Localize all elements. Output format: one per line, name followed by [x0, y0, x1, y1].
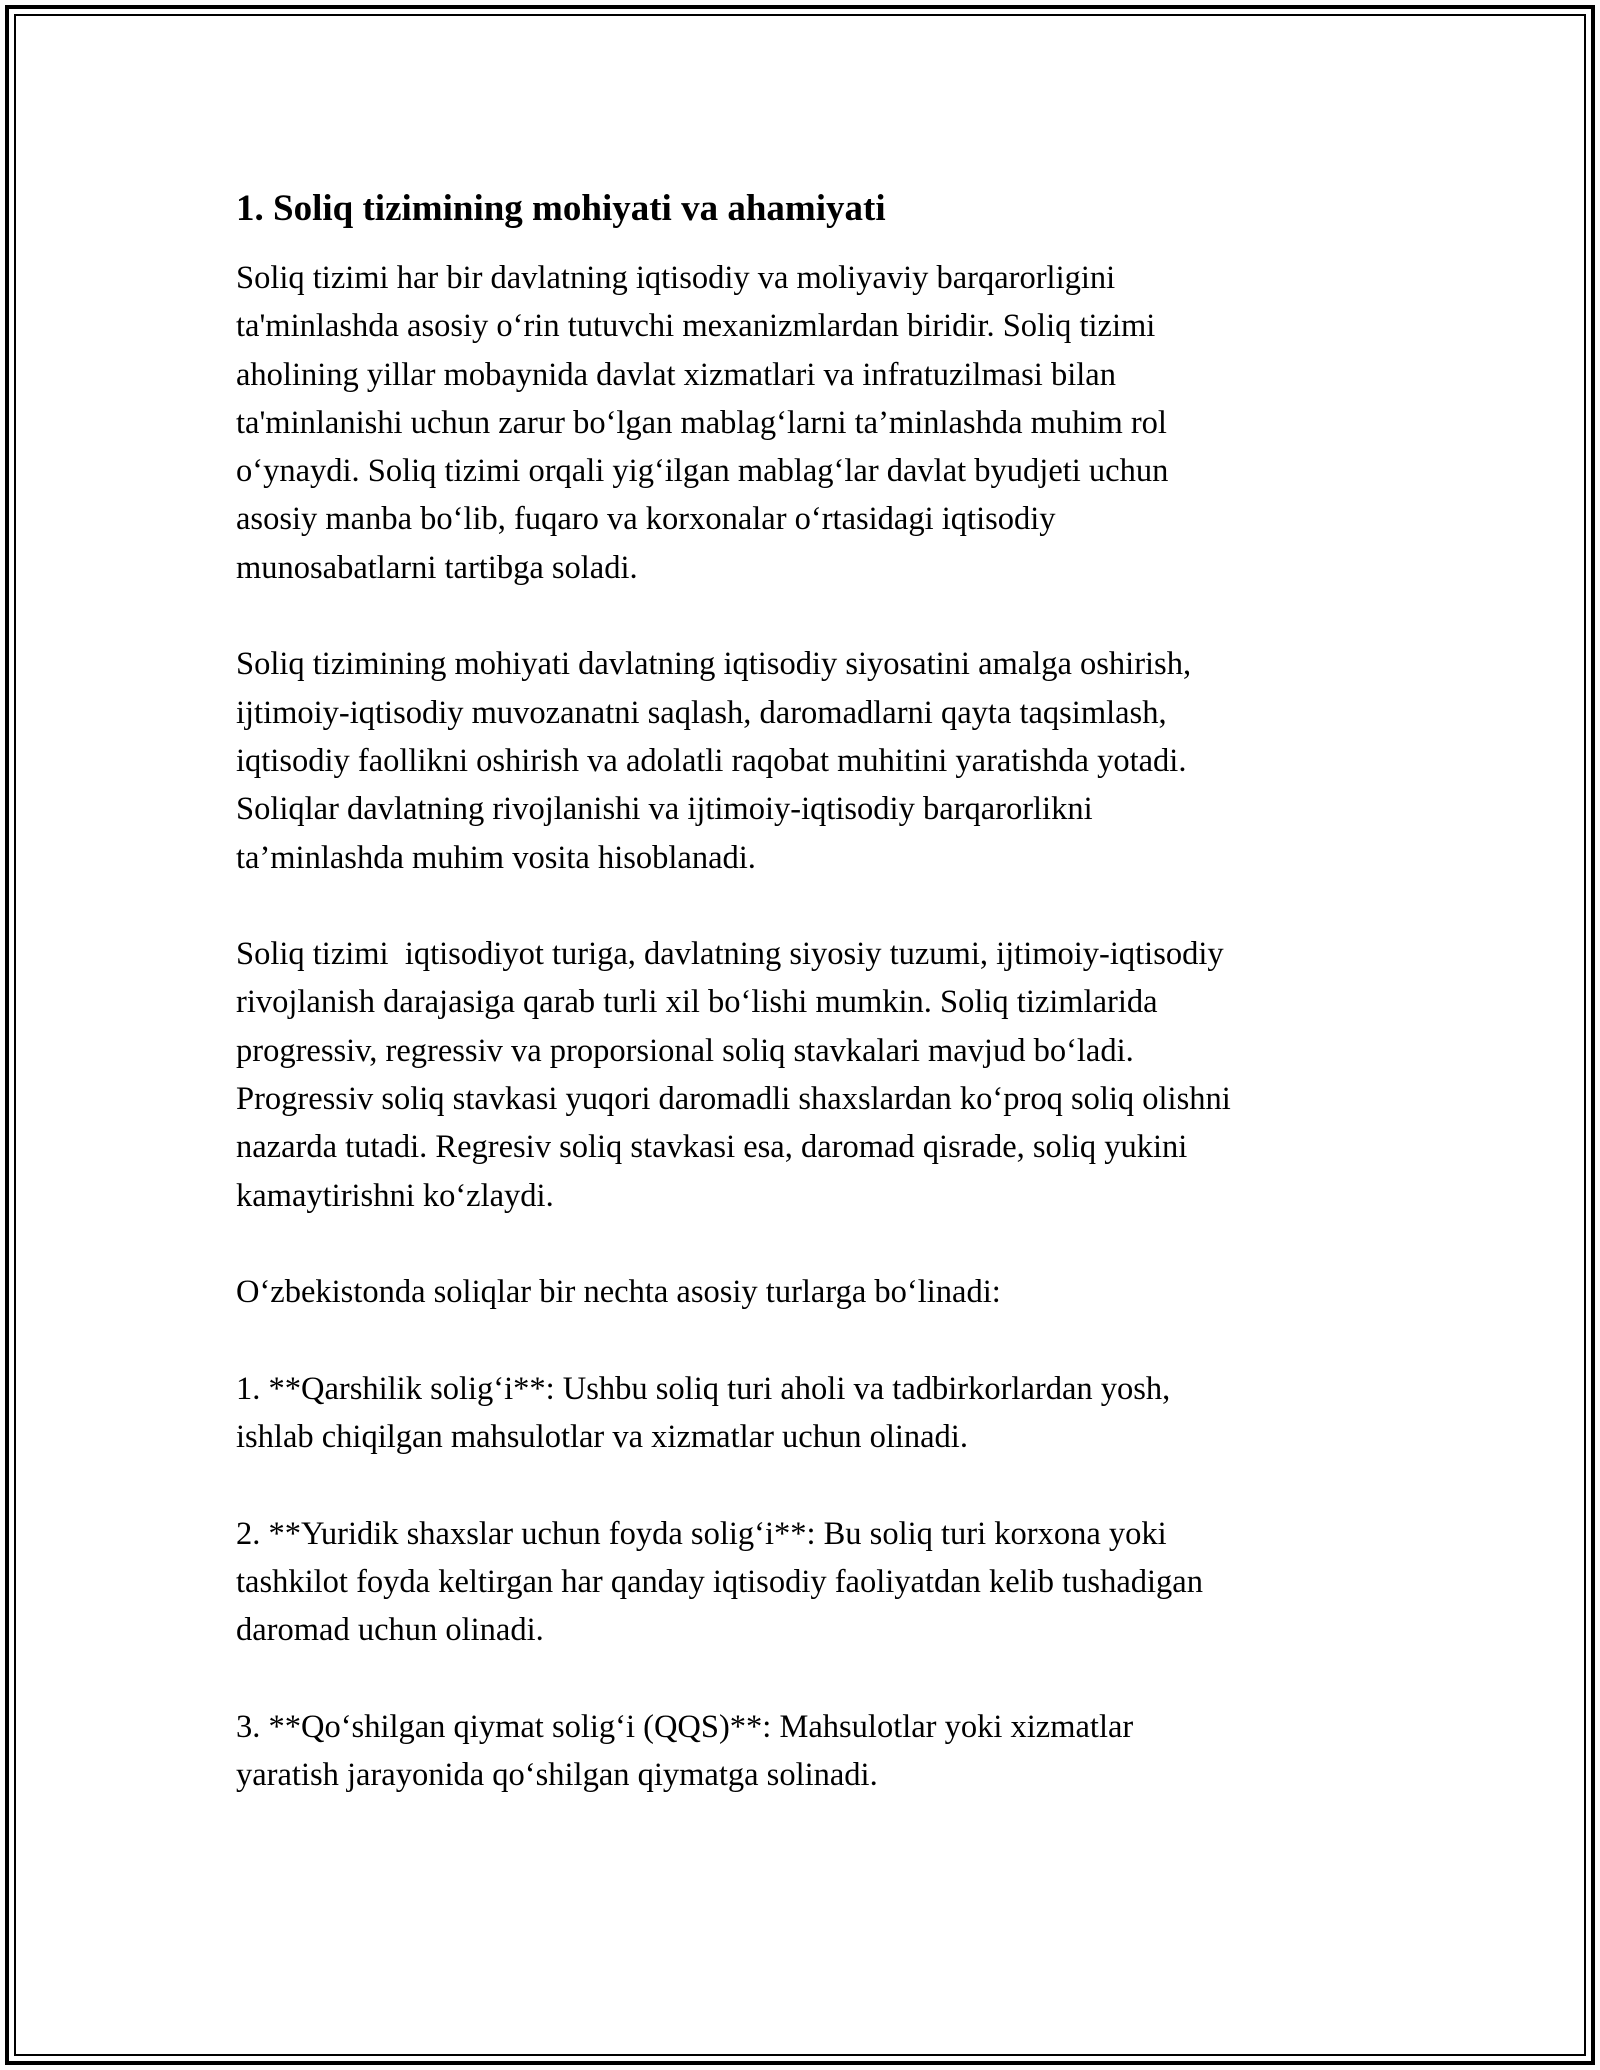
paragraph-line: munosabatlarni tartibga soladi. — [236, 549, 638, 586]
paragraph-line: iqtisodiy faollikni oshirish va adolatli raqobat muhitini yaratishda yotadi. — [236, 742, 1187, 779]
paragraph-line: o‘ynaydi. Soliq tizimi orqali yig‘ilgan mablag‘lar davlat byudjeti uchun — [236, 453, 1169, 490]
list-item-3 — [236, 1703, 1406, 1800]
paragraph-line: asosiy manba bo‘lib, fuqaro va korxonalar o‘rtasidagi iqtisodiy — [236, 501, 1056, 538]
paragraph-line: ishlab chiqilgan mahsulotlar va xizmatlar uchun olinadi. — [236, 1419, 968, 1456]
paragraph-line: O‘zbekistonda soliqlar bir nechta asosiy turlarga bo‘linadi: — [236, 1274, 1001, 1311]
paragraph-2 — [236, 640, 1406, 881]
paragraph-line: Soliq tizimi iqtisodiyot turiga, davlatning siyosiy tuzumi, ijtimoiy-iqtisodiy — [236, 936, 1224, 973]
paragraph-line: daromad uchun olinadi. — [236, 1612, 544, 1649]
paragraph-line: yaratish jarayonida qo‘shilgan qiymatga solinadi. — [236, 1757, 878, 1794]
paragraph-line: kamaytirishni ko‘zlaydi. — [236, 1177, 554, 1214]
paragraph-line: Soliq tizimi har bir davlatning iqtisodiy va moliyaviy barqarorligini — [236, 260, 1116, 296]
paragraph-line: ta’minlashda muhim vosita hisoblanadi. — [236, 839, 756, 876]
paragraph-4 — [236, 1268, 1406, 1316]
document-page — [236, 186, 1406, 1848]
paragraph-line: Progressiv soliq stavkasi yuqori daromadli shaxslardan ko‘proq soliq olishni — [236, 1081, 1231, 1118]
paragraph-line: progressiv, regressiv va proporsional soliq stavkalari mavjud bo‘ladi. — [236, 1032, 1134, 1069]
paragraph-line: ijtimoiy-iqtisodiy muvozanatni saqlash, daromadlarni qayta taqsimlash, — [236, 694, 1167, 731]
paragraph-line: ta'minlashda asosiy o‘rin tutuvchi mexanizmlardan biridir. Soliq tizimi — [236, 308, 1156, 345]
document-title: 1. Soliq tizimining mohiyati va ahamiyati — [236, 188, 886, 229]
paragraph-line: aholining yillar mobaynida davlat xizmatlari va infratuzilmasi bilan — [236, 356, 1116, 393]
list-item-1 — [236, 1365, 1406, 1462]
paragraph-line: ta'minlanishi uchun zarur bo‘lgan mablag‘larni ta’minlashda muhim rol — [236, 404, 1167, 441]
paragraph-1 — [236, 254, 1406, 592]
paragraph-line: Soliqlar davlatning rivojlanishi va ijtimoiy-iqtisodiy barqarorlikni — [236, 791, 1093, 828]
paragraph-line: nazarda tutadi. Regresiv soliq stavkasi esa, daromad qisrade, soliq yukini — [236, 1129, 1188, 1166]
paragraph-line: tashkilot foyda keltirgan har qanday iqtisodiy faoliyatdan kelib tushadigan — [236, 1564, 1203, 1601]
paragraph-line: rivojlanish darajasiga qarab turli xil bo‘lishi mumkin. Soliq tizimlarida — [236, 984, 1158, 1021]
paragraph-line: 3. **Qo‘shilgan qiymat solig‘i (QQS)**: Mahsulotlar yoki xizmatlar — [236, 1708, 1134, 1745]
list-item-2 — [236, 1510, 1406, 1655]
paragraph-3 — [236, 930, 1406, 1220]
paragraph-line: 2. **Yuridik shaxslar uchun foyda solig‘i**: Bu soliq turi korxona yoki — [236, 1515, 1167, 1552]
paragraph-line: Soliq tizimining mohiyati davlatning iqtisodiy siyosatini amalga oshirish, — [236, 646, 1192, 683]
paragraph-line: 1. **Qarshilik solig‘i**: Ushbu soliq turi aholi va tadbirkorlardan yosh, — [236, 1370, 1171, 1407]
